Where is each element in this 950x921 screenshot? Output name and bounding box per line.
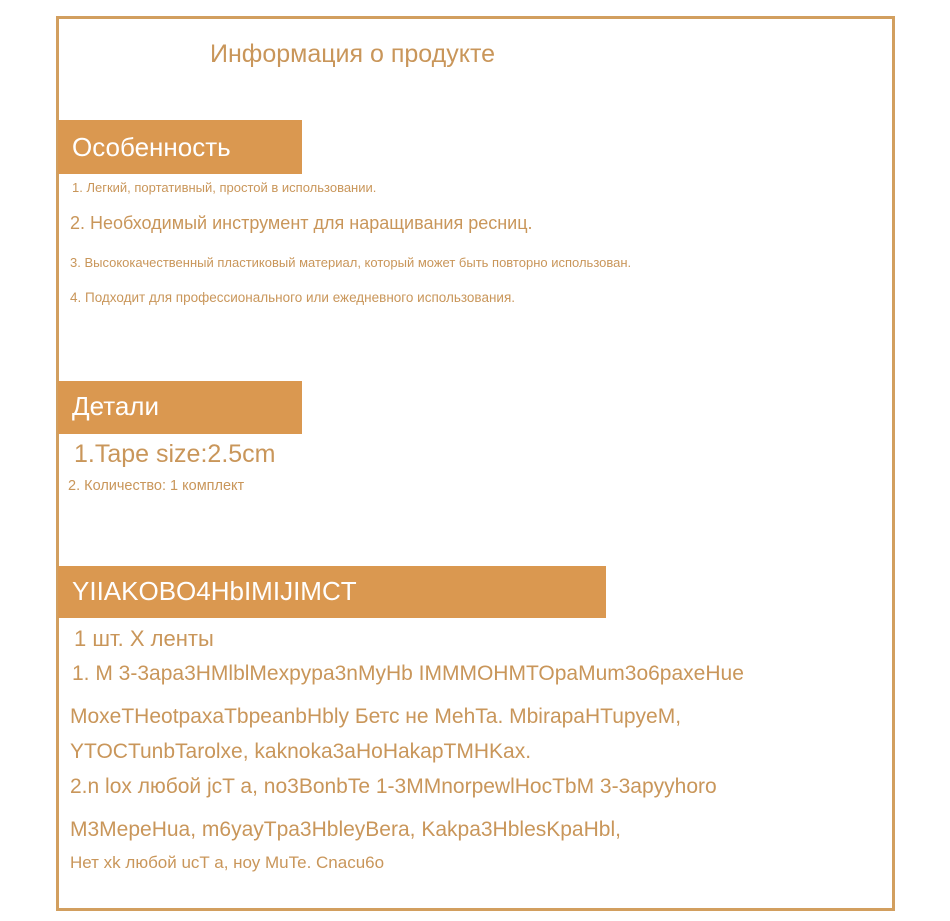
- note-line: 1. M 3-3apa3HMlblMexpypa3nMyHb IMMMOHMTOpaMum3o6paxeHue: [72, 662, 744, 685]
- note-line: MoxeTHeotpaxaTbpeanbHbly Бетс не MehTa. MbirapaHTupyeM,: [70, 705, 682, 728]
- detail-item: 1.Tape size:2.5cm: [74, 440, 276, 468]
- note-line: YTOCTunbTarolxe, kaknoka3aHoHakapTMHKax.: [70, 740, 532, 763]
- package-quantity: 1 шт. X ленты: [74, 626, 214, 651]
- feature-item: 4. Подходит для профессионального или ежедневного использования.: [70, 290, 516, 305]
- note-line: M3MepeHua, m6yayTpa3HbleyBera, Kakpa3HblesKpaHbl,: [70, 818, 621, 841]
- feature-item: 1. Легкий, портативный, простой в использовании.: [72, 180, 377, 195]
- feature-item: 2. Необходимый инструмент для наращивания ресниц.: [70, 213, 533, 233]
- details-heading: Детали: [58, 381, 302, 434]
- features-heading: Особенность: [58, 120, 302, 174]
- package-heading: YIIAKOBO4HbIMIJIMCT: [58, 566, 606, 618]
- feature-item: 3. Высококачественный пластиковый материал, который может быть повторно использован.: [70, 255, 632, 270]
- detail-item: 2. Количество: 1 комплект: [68, 478, 245, 494]
- note-line: 2.n lox любой jcT a, no3BonbTe 1-3MMnorpewlHocTbM 3-3apyyhoro: [70, 775, 717, 798]
- note-line: Нет xk любой ucT a, ноу MuTe. Cnacu6o: [70, 853, 385, 872]
- page-title: Информация о продукте: [210, 40, 496, 68]
